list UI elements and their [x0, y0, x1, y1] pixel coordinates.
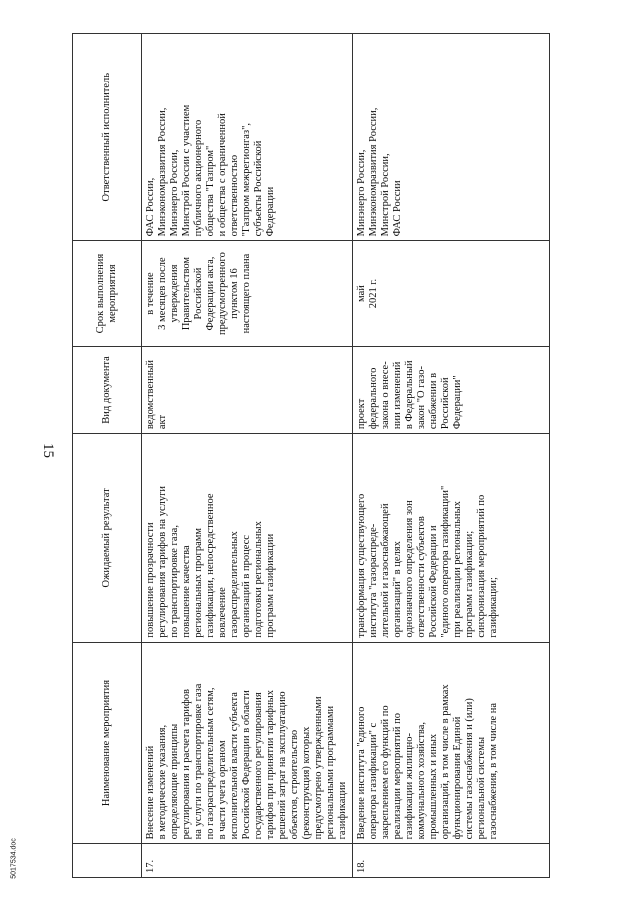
header-name: Наименование мероприятия: [73, 642, 142, 844]
header-doc-type: Вид документа: [73, 346, 142, 433]
document-type: ведомственный акт: [142, 346, 353, 433]
responsible-executor: Минэнерго России, Минэкономразвития России, Минстрой России, ФАС России: [353, 34, 550, 241]
deadline: май 2021 г.: [353, 241, 550, 346]
row-number: 18.: [353, 844, 550, 878]
expected-result: трансформация существующего института "газораспреде- лительной и газоснабжающей организаций" в целях однозначного определения зон ответственности субъектов Российской Федерации и "единого оператора газификации" при реализации региональных программ газификации; синхронизация мероприятий по газификации;: [353, 434, 550, 642]
measure-name: Введение института "единого оператора газификации" с закреплением его функций по реализации мероприятий по газификации жилищно- коммунального хозяйства, промышленных и иных организаций, в том числе в рамках функционирования Единой системы газоснабжения и (или) региональной системы газоснабжения, в том числе на: [353, 642, 550, 844]
measures-table: [72, 33, 550, 878]
deadline: в течение 3 месяцев после утверждения Правительством Российской Федерации акта, предусмотренного пунктом 16 настоящего плана: [142, 241, 353, 346]
table-header-row: [73, 34, 142, 878]
measure-name: Внесение изменений в методические указания, определяющие принципы регулирования и расчета тарифов на услуги по транспортировке газа по газораспределительным сетям, в части учета органом исполнительной власти субъекта Российской Федерации в области государственного регулирования тарифов при принятии тарифных решений затрат на эксплуатацию объектов, строительство (реконструкция) которых предусмотрено утвержденными региональными программами газификации: [142, 642, 353, 844]
header-num: [73, 844, 142, 878]
rotated-page-content: [72, 33, 602, 878]
page-number: 15: [40, 443, 56, 458]
header-result: Ожидаемый результат: [73, 434, 142, 642]
header-executor: Ответственный исполнитель: [73, 34, 142, 241]
header-deadline: Срок выполнения мероприятия: [73, 241, 142, 346]
table-row: [353, 34, 550, 878]
expected-result: повышение прозрачности регулирования тарифов на услуги по транспортировке газа, повышение качества региональных программ газификации, непосредственное вовлечение газораспределительных организаций в процесс подготовки региональных программ газификации: [142, 434, 353, 642]
document-code: 5017534.doc: [10, 838, 18, 879]
document-type: проект федерального закона о внесе- нии изменений в Федеральный закон "О газо- снабжении в Российской Федерации": [353, 346, 550, 433]
row-number: 17.: [142, 844, 353, 878]
table-row: [142, 34, 353, 878]
responsible-executor: ФАС России, Минэкономразвития России, Минэнерго России, Минстрой России с участием публичного акционерного общества "Газпром" и общества с ограниченной ответственностью "Газпром межрегионгаз", субъекты Российской Федерации: [142, 34, 353, 241]
